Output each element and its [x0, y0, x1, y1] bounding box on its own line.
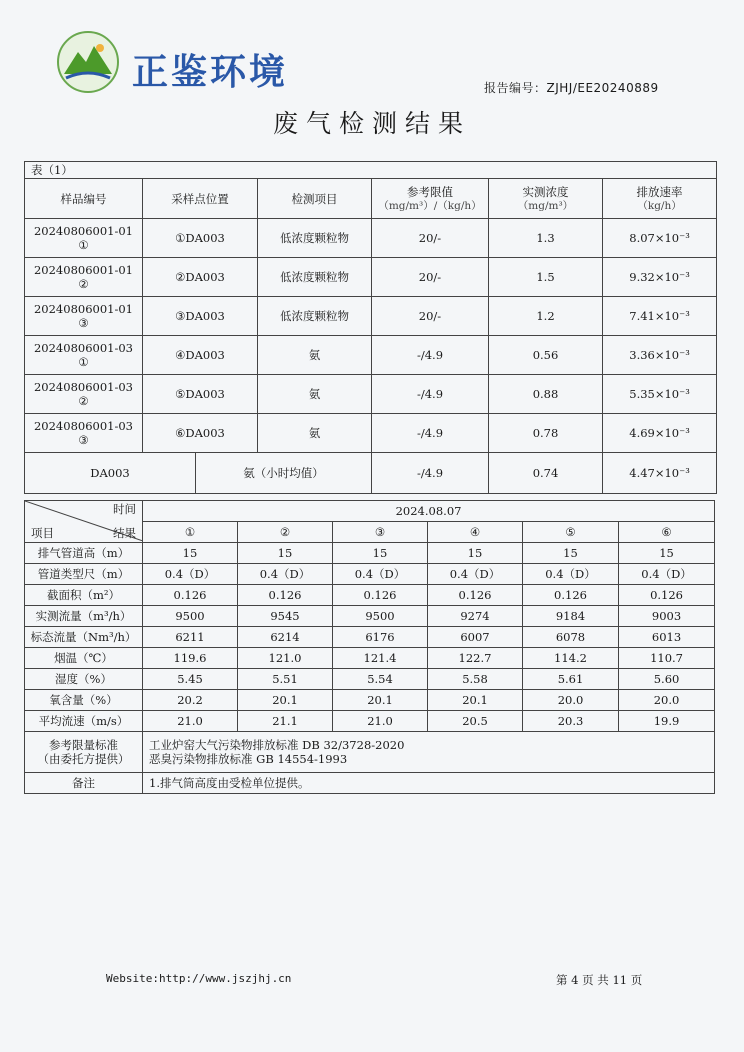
param-row	[25, 606, 715, 627]
param-value: 6078	[523, 627, 619, 648]
concentration-cell: 0.88	[489, 375, 603, 414]
param-value: 19.9	[619, 711, 715, 732]
avg-rate: 4.47×10⁻³	[603, 453, 717, 494]
avg-location: DA003	[25, 453, 196, 494]
rate-cell: 7.41×10⁻³	[603, 297, 717, 336]
location-cell: ④DA003	[143, 336, 258, 375]
table-row	[25, 258, 717, 297]
param-row	[25, 648, 715, 669]
concentration-cell: 1.2	[489, 297, 603, 336]
param-value: 0.126	[428, 585, 523, 606]
param-row	[25, 690, 715, 711]
reference-standards: 工业炉窑大气污染物排放标准 DB 32/3728-2020 恶臭污染物排放标准 GB 14554-1993	[143, 732, 715, 773]
param-value: 0.126	[143, 585, 238, 606]
param-value: 0.4（D）	[428, 564, 523, 585]
param-value: 0.4（D）	[238, 564, 333, 585]
brand-name: 正鉴环境	[132, 52, 289, 93]
param-row	[25, 585, 715, 606]
param-value: 15	[333, 543, 428, 564]
parameters-table	[24, 500, 715, 794]
param-value: 0.4（D）	[143, 564, 238, 585]
note-label: 备注	[25, 773, 143, 794]
param-value: 20.0	[619, 690, 715, 711]
param-value: 6211	[143, 627, 238, 648]
location-cell: ⑥DA003	[143, 414, 258, 453]
sample-id: 20240806001-01 ③	[25, 297, 143, 336]
rate-cell: 8.07×10⁻³	[603, 219, 717, 258]
param-value: 15	[619, 543, 715, 564]
param-label: 实测流量（m³/h）	[25, 606, 143, 627]
param-value: 110.7	[619, 648, 715, 669]
param-row	[25, 543, 715, 564]
param-label: 平均流速（m/s）	[25, 711, 143, 732]
param-value: 5.58	[428, 669, 523, 690]
param-value: 121.4	[333, 648, 428, 669]
avg-concentration: 0.74	[489, 453, 603, 494]
rate-cell: 4.69×10⁻³	[603, 414, 717, 453]
limit-cell: -/4.9	[372, 414, 489, 453]
param-value: 20.0	[523, 690, 619, 711]
param-value: 21.1	[238, 711, 333, 732]
concentration-cell: 0.78	[489, 414, 603, 453]
concentration-cell: 1.5	[489, 258, 603, 297]
footer-website: Website:http://www.jszjhj.cn	[106, 972, 292, 985]
col-header: ④	[428, 522, 523, 543]
limit-cell: 20/-	[372, 297, 489, 336]
param-value: 21.0	[143, 711, 238, 732]
limit-cell: -/4.9	[372, 375, 489, 414]
param-value: 0.126	[619, 585, 715, 606]
param-value: 5.60	[619, 669, 715, 690]
limit-cell: 20/-	[372, 258, 489, 297]
param-value: 6214	[238, 627, 333, 648]
param-value: 0.126	[333, 585, 428, 606]
header-item: 检测项目	[258, 179, 372, 219]
param-value: 119.6	[143, 648, 238, 669]
item-cell: 低浓度颗粒物	[258, 219, 372, 258]
param-value: 20.1	[238, 690, 333, 711]
param-value: 20.1	[333, 690, 428, 711]
param-value: 6176	[333, 627, 428, 648]
item-cell: 氨	[258, 336, 372, 375]
reference-label: 参考限量标准 （由委托方提供）	[25, 732, 143, 773]
param-value: 9184	[523, 606, 619, 627]
table-caption: 表（1）	[25, 162, 717, 179]
param-value: 15	[428, 543, 523, 564]
table-row	[25, 219, 717, 258]
avg-item: 氨（小时均值）	[196, 453, 372, 494]
col-header: ⑥	[619, 522, 715, 543]
limit-cell: 20/-	[372, 219, 489, 258]
page-title: 废气检测结果	[272, 109, 471, 138]
param-row	[25, 627, 715, 648]
concentration-cell: 0.56	[489, 336, 603, 375]
location-cell: ③DA003	[143, 297, 258, 336]
average-row	[25, 453, 717, 494]
param-label: 标态流量（Nm³/h）	[25, 627, 143, 648]
table-header	[25, 179, 717, 219]
rate-cell: 3.36×10⁻³	[603, 336, 717, 375]
param-value: 0.4（D）	[619, 564, 715, 585]
location-cell: ⑤DA003	[143, 375, 258, 414]
param-row	[25, 564, 715, 585]
header-rate: 排放速率 （kg/h）	[603, 179, 717, 219]
item-cell: 氨	[258, 375, 372, 414]
item-cell: 氨	[258, 414, 372, 453]
param-value: 0.4（D）	[333, 564, 428, 585]
param-value: 6013	[619, 627, 715, 648]
location-cell: ①DA003	[143, 219, 258, 258]
param-value: 21.0	[333, 711, 428, 732]
concentration-cell: 1.3	[489, 219, 603, 258]
param-value: 20.2	[143, 690, 238, 711]
param-value: 6007	[428, 627, 523, 648]
param-value: 0.126	[238, 585, 333, 606]
param-value: 0.4（D）	[523, 564, 619, 585]
date-cell: 2024.08.07	[143, 501, 715, 522]
param-value: 20.5	[428, 711, 523, 732]
param-label: 排气管道高（m）	[25, 543, 143, 564]
table-row	[25, 414, 717, 453]
results-table	[24, 161, 717, 494]
item-cell: 低浓度颗粒物	[258, 297, 372, 336]
param-row	[25, 669, 715, 690]
header-location: 采样点位置	[143, 179, 258, 219]
param-value: 5.45	[143, 669, 238, 690]
param-row	[25, 711, 715, 732]
param-value: 15	[523, 543, 619, 564]
param-value: 9545	[238, 606, 333, 627]
param-value: 9003	[619, 606, 715, 627]
project-label: 项目	[31, 526, 54, 540]
param-value: 9500	[143, 606, 238, 627]
param-label: 管道类型尺（m）	[25, 564, 143, 585]
time-label: 时间	[113, 502, 136, 516]
param-value: 20.3	[523, 711, 619, 732]
param-value: 15	[238, 543, 333, 564]
result-label: 结果	[113, 526, 136, 540]
note-row	[25, 773, 715, 794]
sample-id: 20240806001-01 ②	[25, 258, 143, 297]
table-row	[25, 336, 717, 375]
sample-id: 20240806001-01 ①	[25, 219, 143, 258]
param-value: 0.126	[523, 585, 619, 606]
header-limit: 参考限值 （mg/m³）/（kg/h）	[372, 179, 489, 219]
avg-limit: -/4.9	[372, 453, 489, 494]
rate-cell: 5.35×10⁻³	[603, 375, 717, 414]
sample-id: 20240806001-03 ②	[25, 375, 143, 414]
col-header: ⑤	[523, 522, 619, 543]
reference-standard-row	[25, 732, 715, 773]
col-header: ③	[333, 522, 428, 543]
item-cell: 低浓度颗粒物	[258, 258, 372, 297]
table-row	[25, 375, 717, 414]
param-value: 20.1	[428, 690, 523, 711]
rate-cell: 9.32×10⁻³	[603, 258, 717, 297]
param-value: 5.51	[238, 669, 333, 690]
param-label: 截面积（m²）	[25, 585, 143, 606]
param-label: 烟温（℃）	[25, 648, 143, 669]
param-value: 114.2	[523, 648, 619, 669]
param-value: 5.61	[523, 669, 619, 690]
col-header: ②	[238, 522, 333, 543]
param-value: 15	[143, 543, 238, 564]
param-value: 122.7	[428, 648, 523, 669]
col-header: ①	[143, 522, 238, 543]
diagonal-header-cell	[25, 501, 143, 543]
param-label: 湿度（%）	[25, 669, 143, 690]
header-concentration: 实测浓度 （mg/m³）	[489, 179, 603, 219]
limit-cell: -/4.9	[372, 336, 489, 375]
param-value: 5.54	[333, 669, 428, 690]
header-sample-id: 样品编号	[25, 179, 143, 219]
sample-id: 20240806001-03 ③	[25, 414, 143, 453]
param-label: 氧含量（%）	[25, 690, 143, 711]
note-text: 1.排气筒高度由受检单位提供。	[143, 773, 715, 794]
location-cell: ②DA003	[143, 258, 258, 297]
table-row	[25, 297, 717, 336]
page-number: 第 4 页 共 11 页	[556, 973, 643, 987]
param-value: 9500	[333, 606, 428, 627]
company-logo	[56, 30, 120, 94]
param-value: 121.0	[238, 648, 333, 669]
sample-id: 20240806001-03 ①	[25, 336, 143, 375]
report-number: 报告编号：ZJHJ/EE20240889	[484, 81, 659, 95]
param-value: 9274	[428, 606, 523, 627]
